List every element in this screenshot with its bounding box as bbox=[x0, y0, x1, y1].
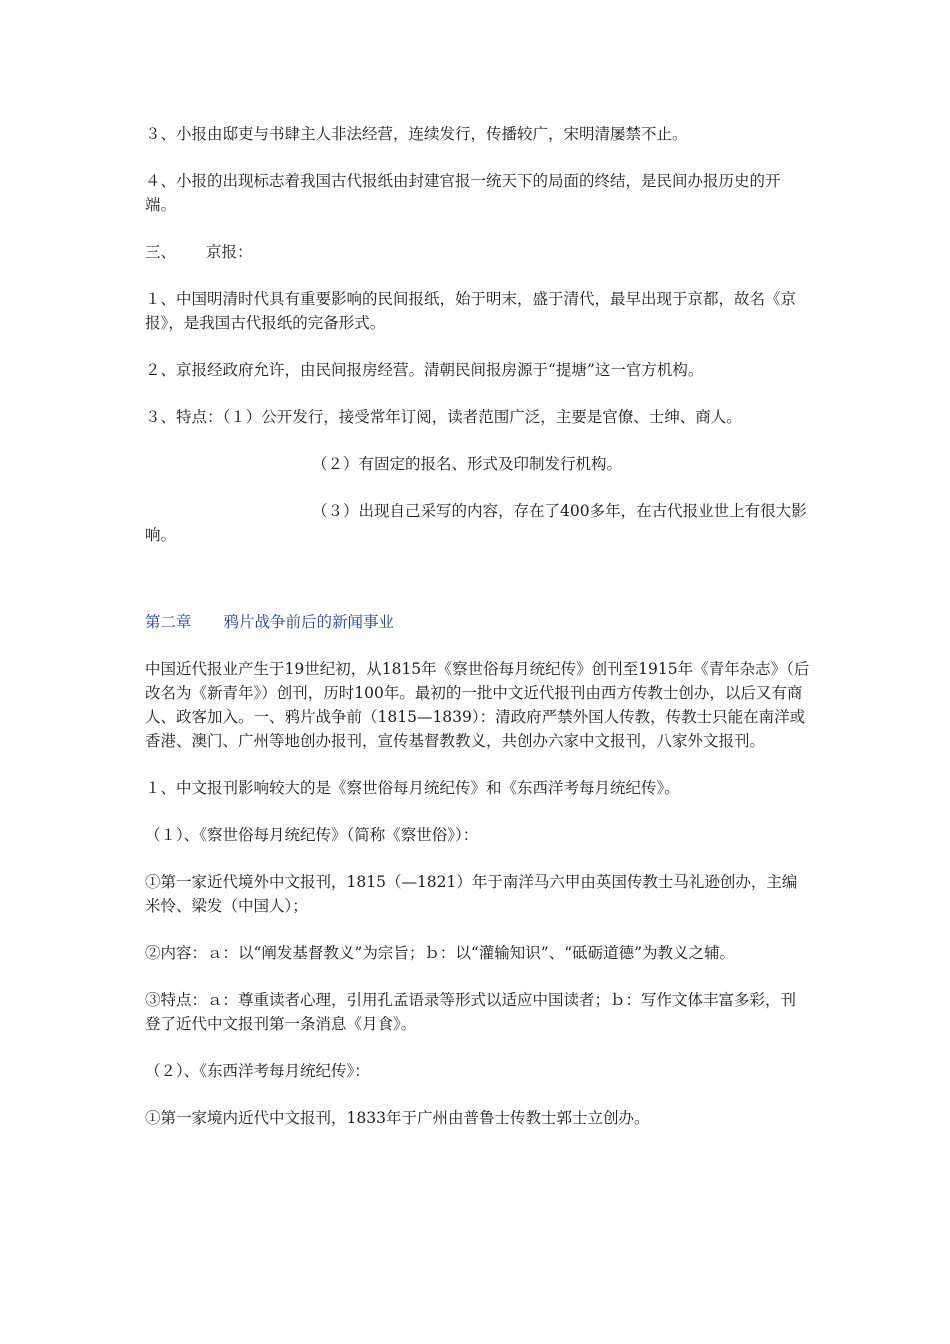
paragraph-chapter2-1: １、中文报刊影响较大的是《察世俗每月统纪传》和《东西洋考每月统纪传》。 bbox=[145, 779, 680, 797]
paragraph-jingbao-3-2: （２）有固定的报名、形式及印制发行机构。 bbox=[312, 455, 623, 473]
paragraph-chashisu-point-3: ③特点：ａ：尊重读者心理，引用孔孟语录等形式以适应中国读者；ｂ：写作文体丰富多彩，刊登了近代中文报刊第一条消息《月食》。 bbox=[145, 991, 797, 1033]
section-heading-jingbao bbox=[145, 240, 810, 264]
paragraph-jingbao-2: ２、京报经政府允许，由民间报房经营。清朝民间报房源于“提塘”这一官方机构。 bbox=[145, 361, 704, 379]
paragraph-chashisu-point-2: ②内容：ａ：以“阐发基督教义”为宗旨；ｂ：以“灌输知识”、“砥砺道德”为教义之辅。 bbox=[145, 944, 736, 962]
paragraph-chashisu-heading: （１）、《察世俗每月统纪传》（简称《察世俗》）： bbox=[145, 826, 479, 844]
paragraph-jingbao-3-3: （３）出现自己采写的内容，存在了400多年，在古代报业世上有很大影响。 bbox=[145, 502, 807, 544]
section-number: 三、 bbox=[145, 243, 177, 261]
paragraph-dongxiyang-heading: （２）、《东西洋考每月统纪传》： bbox=[145, 1062, 370, 1080]
chapter-heading bbox=[145, 610, 810, 634]
paragraph-chapter2-intro: 中国近代报业产生于19世纪初，从1815年《察世俗每月统纪传》创刊至1915年《青年杂志》（后改名为《新青年》）创刊，历时100年。最初的一批中文近代报刊由西方传教士创办，以后又有商人、政客加入。一、鸦片战争前（1815—1839）：清政府严禁外国人传教，传教士只能在南洋或香港、澳门、广州等地创办报刊，宣传基督教教义，共创办六家中文报刊，八家外文报刊。 bbox=[145, 660, 810, 750]
paragraph-dongxiyang-point-1: ①第一家境内近代中文报刊，1833年于广州由普鲁士传教士郭士立创办。 bbox=[145, 1109, 650, 1127]
paragraph-jingbao-3: ３、特点：（１）公开发行，接受常年订阅，读者范围广泛，主要是官僚、士绅、商人。 bbox=[145, 408, 742, 426]
paragraph-xiaobao-4: ４、小报的出现标志着我国古代报纸由封建官报一统天下的局面的终结，是民间办报历史的开端。 bbox=[145, 172, 781, 214]
chapter-title: 鸦片战争前后的新闻事业 bbox=[223, 613, 395, 631]
paragraph-chashisu-point-1: ①第一家近代境外中文报刊，1815（—1821）年于南洋马六甲由英国传教士马礼逊创办，主编米怜、梁发（中国人）； bbox=[145, 873, 798, 915]
chapter-number: 第二章 bbox=[145, 613, 192, 631]
paragraph-jingbao-1: １、中国明清时代具有重要影响的民间报纸，始于明末，盛于清代，最早出现于京都，故名《京报》，是我国古代报纸的完备形式。 bbox=[145, 290, 797, 332]
section-title: 京报： bbox=[206, 243, 253, 261]
document-body bbox=[145, 122, 810, 1153]
paragraph-xiaobao-3: ３、小报由邸吏与书肆主人非法经营，连续发行，传播较广，宋明清屡禁不止。 bbox=[145, 125, 688, 143]
